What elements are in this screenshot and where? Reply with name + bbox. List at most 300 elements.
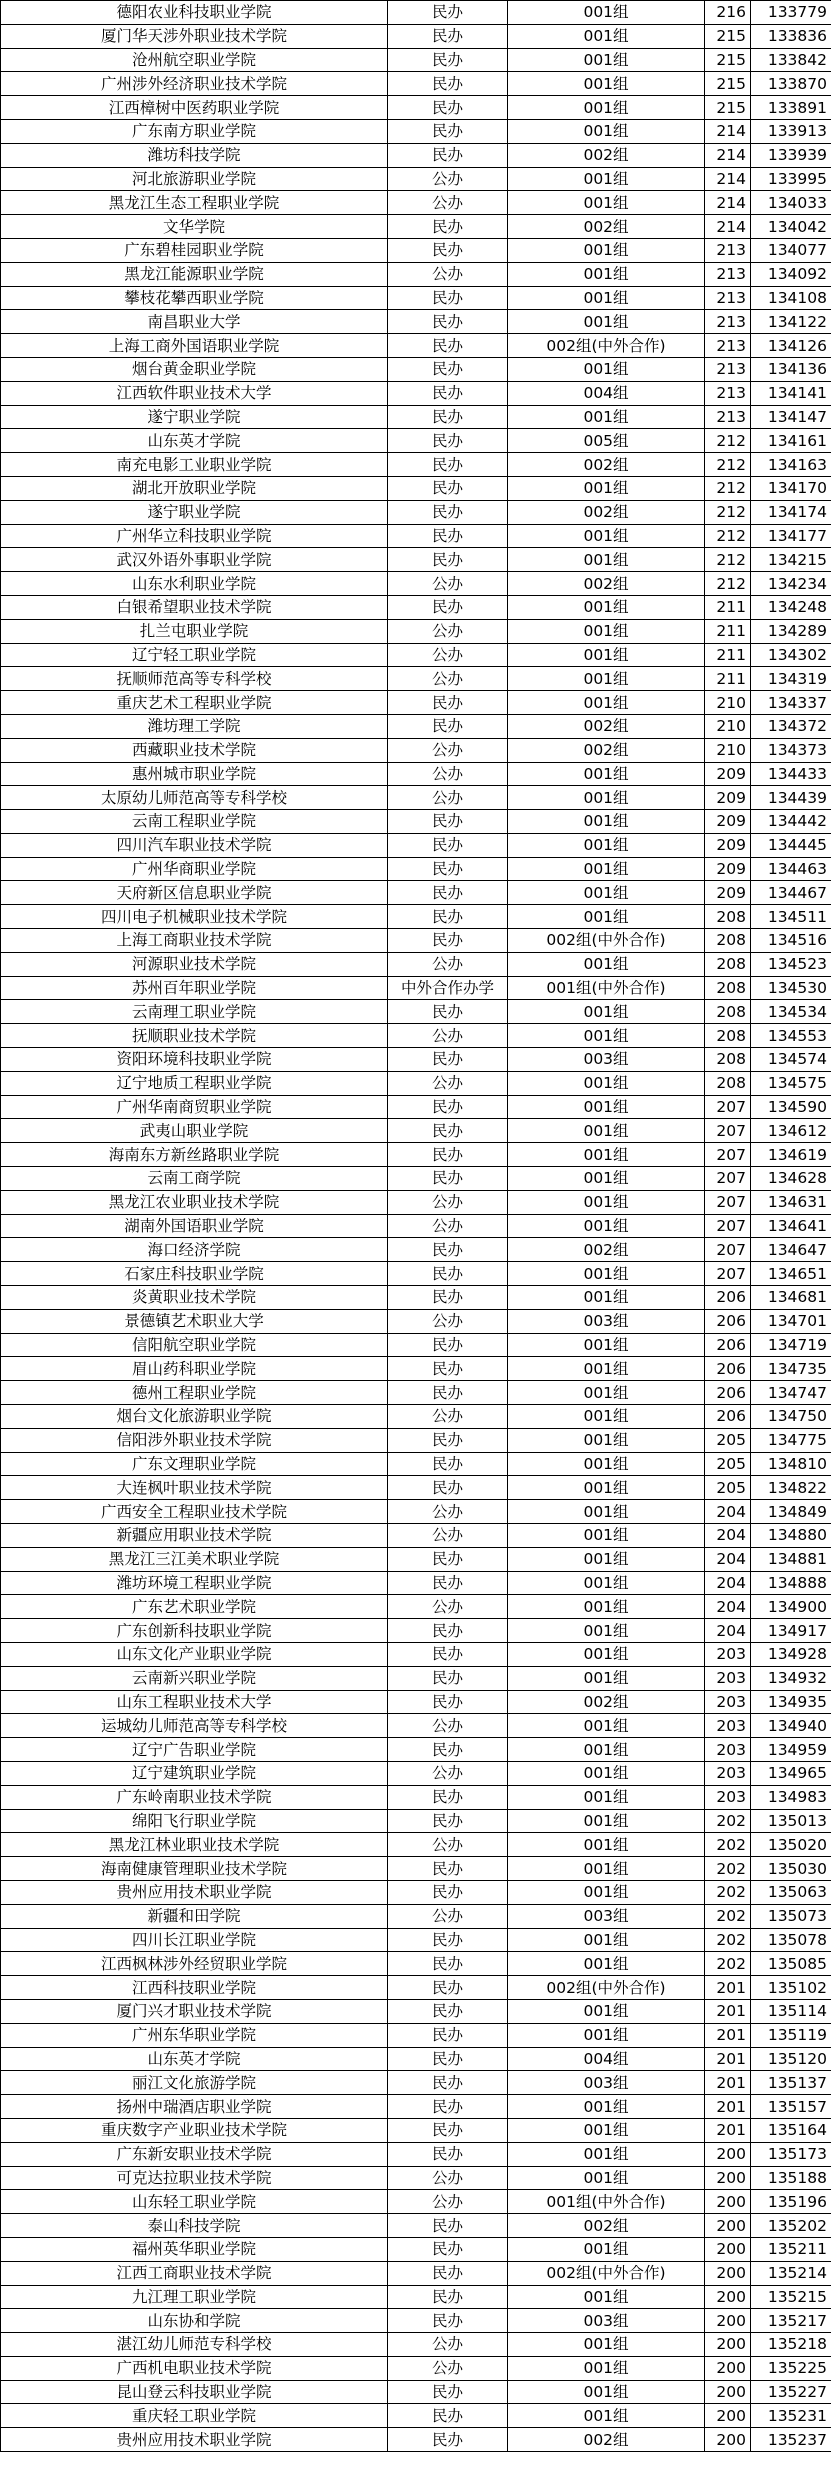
table-row [1, 310, 831, 334]
school-name-cell: 大连枫叶职业技术学院 [1, 1476, 388, 1500]
school-type-cell: 民办 [388, 1976, 508, 2000]
score-cell: 209 [705, 762, 751, 786]
table-row [1, 1880, 831, 1904]
school-name-cell: 贵州应用技术职业学院 [1, 2428, 388, 2452]
school-type-cell: 民办 [388, 1000, 508, 1024]
table-row [1, 1833, 831, 1857]
table-row [1, 1904, 831, 1928]
school-type-cell: 民办 [388, 2142, 508, 2166]
school-type-cell: 公办 [388, 1761, 508, 1785]
score-cell: 201 [705, 1976, 751, 2000]
table-row [1, 1214, 831, 1238]
school-name-cell: 炎黄职业技术学院 [1, 1286, 388, 1310]
rank-cell: 135218 [751, 2333, 831, 2357]
score-cell: 200 [705, 2237, 751, 2261]
rank-cell: 134983 [751, 1785, 831, 1809]
score-cell: 213 [705, 286, 751, 310]
school-name-cell: 新疆应用职业技术学院 [1, 1524, 388, 1548]
major-group-cell: 004组 [508, 381, 705, 405]
score-cell: 214 [705, 191, 751, 215]
major-group-cell: 002组 [508, 2214, 705, 2238]
major-group-cell: 001组 [508, 1952, 705, 1976]
major-group-cell: 001组 [508, 1500, 705, 1524]
score-cell: 213 [705, 405, 751, 429]
rank-cell: 134319 [751, 667, 831, 691]
school-type-cell: 民办 [388, 1999, 508, 2023]
school-name-cell: 白银希望职业技术学院 [1, 595, 388, 619]
school-type-cell: 公办 [388, 1405, 508, 1429]
school-name-cell: 海南东方新丝路职业学院 [1, 1143, 388, 1167]
school-name-cell: 景德镇艺术职业大学 [1, 1309, 388, 1333]
school-name-cell: 云南工商学院 [1, 1167, 388, 1191]
rank-cell: 134161 [751, 429, 831, 453]
major-group-cell: 001组 [508, 1333, 705, 1357]
major-group-cell: 001组 [508, 1880, 705, 1904]
score-cell: 206 [705, 1333, 751, 1357]
table-row [1, 2356, 831, 2380]
rank-cell: 134530 [751, 976, 831, 1000]
rank-cell: 134373 [751, 738, 831, 762]
school-type-cell: 民办 [388, 405, 508, 429]
table-row [1, 691, 831, 715]
table-row [1, 1119, 831, 1143]
major-group-cell: 001组 [508, 1262, 705, 1286]
major-group-cell: 001组 [508, 1738, 705, 1762]
major-group-cell: 001组 [508, 905, 705, 929]
table-row [1, 1024, 831, 1048]
major-group-cell: 001组 [508, 48, 705, 72]
table-row [1, 2190, 831, 2214]
table-row [1, 857, 831, 881]
school-name-cell: 广东新安职业技术学院 [1, 2142, 388, 2166]
table-row [1, 2095, 831, 2119]
school-name-cell: 湛江幼儿师范专科学校 [1, 2333, 388, 2357]
school-name-cell: 德州工程职业学院 [1, 1381, 388, 1405]
rank-cell: 134511 [751, 905, 831, 929]
rank-cell: 134917 [751, 1619, 831, 1643]
school-type-cell: 公办 [388, 167, 508, 191]
major-group-cell: 001组 [508, 524, 705, 548]
school-name-cell: 海南健康管理职业技术学院 [1, 1857, 388, 1881]
school-name-cell: 山东水利职业学院 [1, 572, 388, 596]
school-name-cell: 黑龙江农业职业技术学院 [1, 1190, 388, 1214]
rank-cell: 134719 [751, 1333, 831, 1357]
score-cell: 209 [705, 810, 751, 834]
rank-cell: 134553 [751, 1024, 831, 1048]
major-group-cell: 002组(中外合作) [508, 2261, 705, 2285]
score-cell: 207 [705, 1238, 751, 1262]
school-type-cell: 民办 [388, 1619, 508, 1643]
major-group-cell: 001组 [508, 1405, 705, 1429]
school-name-cell: 云南新兴职业学院 [1, 1666, 388, 1690]
school-name-cell: 广东文理职业学院 [1, 1452, 388, 1476]
score-cell: 200 [705, 2404, 751, 2428]
major-group-cell: 001组 [508, 1833, 705, 1857]
major-group-cell: 005组 [508, 429, 705, 453]
rank-cell: 134647 [751, 1238, 831, 1262]
rank-cell: 134126 [751, 334, 831, 358]
major-group-cell: 001组 [508, 1024, 705, 1048]
school-name-cell: 河北旅游职业学院 [1, 167, 388, 191]
major-group-cell: 001组 [508, 1547, 705, 1571]
score-cell: 207 [705, 1143, 751, 1167]
score-cell: 208 [705, 905, 751, 929]
school-name-cell: 南昌职业大学 [1, 310, 388, 334]
score-cell: 202 [705, 1857, 751, 1881]
score-cell: 201 [705, 2118, 751, 2142]
rank-cell: 134928 [751, 1642, 831, 1666]
school-type-cell: 公办 [388, 2333, 508, 2357]
school-name-cell: 山东协和学院 [1, 2309, 388, 2333]
table-row [1, 2261, 831, 2285]
score-cell: 200 [705, 2190, 751, 2214]
rank-cell: 135188 [751, 2166, 831, 2190]
rank-cell: 134775 [751, 1428, 831, 1452]
rank-cell: 134959 [751, 1738, 831, 1762]
score-cell: 207 [705, 1167, 751, 1191]
rank-cell: 135013 [751, 1809, 831, 1833]
table-row [1, 1095, 831, 1119]
school-type-cell: 公办 [388, 2166, 508, 2190]
score-cell: 214 [705, 167, 751, 191]
table-row [1, 2071, 831, 2095]
major-group-cell: 001组 [508, 1571, 705, 1595]
rank-cell: 134289 [751, 619, 831, 643]
school-type-cell: 民办 [388, 238, 508, 262]
rank-cell: 135214 [751, 2261, 831, 2285]
school-type-cell: 民办 [388, 524, 508, 548]
major-group-cell: 001组 [508, 1595, 705, 1619]
school-type-cell: 民办 [388, 810, 508, 834]
score-cell: 204 [705, 1524, 751, 1548]
school-type-cell: 民办 [388, 2237, 508, 2261]
major-group-cell: 001组 [508, 1476, 705, 1500]
table-row [1, 1785, 831, 1809]
rank-cell: 134612 [751, 1119, 831, 1143]
major-group-cell: 002组 [508, 215, 705, 239]
score-cell: 200 [705, 2214, 751, 2238]
table-row [1, 334, 831, 358]
rank-cell: 135237 [751, 2428, 831, 2452]
school-name-cell: 厦门兴才职业技术学院 [1, 1999, 388, 2023]
school-name-cell: 广东艺术职业学院 [1, 1595, 388, 1619]
major-group-cell: 001组 [508, 357, 705, 381]
rank-cell: 134442 [751, 810, 831, 834]
school-name-cell: 广州东华职业学院 [1, 2023, 388, 2047]
table-row [1, 191, 831, 215]
table-row [1, 2142, 831, 2166]
school-type-cell: 公办 [388, 2356, 508, 2380]
score-cell: 216 [705, 1, 751, 25]
major-group-cell: 001组(中外合作) [508, 976, 705, 1000]
rank-cell: 134881 [751, 1547, 831, 1571]
table-row [1, 2428, 831, 2452]
school-name-cell: 广西安全工程职业技术学院 [1, 1500, 388, 1524]
school-type-cell: 民办 [388, 905, 508, 929]
table-row [1, 643, 831, 667]
school-type-cell: 民办 [388, 2095, 508, 2119]
major-group-cell: 001组(中外合作) [508, 2190, 705, 2214]
school-name-cell: 重庆轻工职业学院 [1, 2404, 388, 2428]
school-type-cell: 民办 [388, 1476, 508, 1500]
school-type-cell: 民办 [388, 1381, 508, 1405]
major-group-cell: 001组 [508, 1666, 705, 1690]
school-type-cell: 民办 [388, 1143, 508, 1167]
score-cell: 202 [705, 1809, 751, 1833]
major-group-cell: 001组 [508, 2166, 705, 2190]
school-type-cell: 民办 [388, 2404, 508, 2428]
table-row [1, 1428, 831, 1452]
major-group-cell: 001组 [508, 691, 705, 715]
score-cell: 208 [705, 952, 751, 976]
school-type-cell: 民办 [388, 1642, 508, 1666]
major-group-cell: 003组 [508, 1904, 705, 1928]
school-type-cell: 民办 [388, 1238, 508, 1262]
table-row [1, 167, 831, 191]
school-type-cell: 公办 [388, 2190, 508, 2214]
rank-cell: 133891 [751, 96, 831, 120]
school-name-cell: 眉山药科职业学院 [1, 1357, 388, 1381]
school-name-cell: 沧州航空职业学院 [1, 48, 388, 72]
score-cell: 208 [705, 1048, 751, 1072]
rank-cell: 134750 [751, 1405, 831, 1429]
score-cell: 200 [705, 2142, 751, 2166]
rank-cell: 134141 [751, 381, 831, 405]
table-row [1, 2214, 831, 2238]
rank-cell: 134935 [751, 1690, 831, 1714]
rank-cell: 134433 [751, 762, 831, 786]
rank-cell: 135102 [751, 1976, 831, 2000]
rank-cell: 135215 [751, 2285, 831, 2309]
score-cell: 212 [705, 429, 751, 453]
school-type-cell: 民办 [388, 857, 508, 881]
school-type-cell: 公办 [388, 262, 508, 286]
score-cell: 214 [705, 215, 751, 239]
score-cell: 203 [705, 1690, 751, 1714]
major-group-cell: 001组 [508, 786, 705, 810]
school-name-cell: 九江理工职业学院 [1, 2285, 388, 2309]
school-name-cell: 潍坊理工学院 [1, 714, 388, 738]
major-group-cell: 004组 [508, 2047, 705, 2071]
table-row [1, 2047, 831, 2071]
table-row [1, 1809, 831, 1833]
major-group-cell: 001组 [508, 833, 705, 857]
score-cell: 200 [705, 2356, 751, 2380]
school-name-cell: 遂宁职业学院 [1, 500, 388, 524]
score-cell: 200 [705, 2309, 751, 2333]
table-row [1, 381, 831, 405]
major-group-cell: 001组 [508, 1167, 705, 1191]
school-name-cell: 山东轻工职业学院 [1, 2190, 388, 2214]
rank-cell: 135078 [751, 1928, 831, 1952]
major-group-cell: 001组 [508, 72, 705, 96]
rank-cell: 133836 [751, 24, 831, 48]
rank-cell: 135137 [751, 2071, 831, 2095]
school-type-cell: 民办 [388, 1428, 508, 1452]
school-type-cell: 公办 [388, 1500, 508, 1524]
table-row [1, 929, 831, 953]
score-cell: 213 [705, 310, 751, 334]
rank-cell: 134122 [751, 310, 831, 334]
rank-cell: 134177 [751, 524, 831, 548]
table-row [1, 762, 831, 786]
school-type-cell: 民办 [388, 2309, 508, 2333]
school-name-cell: 辽宁轻工职业学院 [1, 643, 388, 667]
major-group-cell: 001组 [508, 2118, 705, 2142]
table-row [1, 2166, 831, 2190]
school-type-cell: 民办 [388, 1571, 508, 1595]
school-type-cell: 公办 [388, 619, 508, 643]
table-row [1, 2404, 831, 2428]
school-type-cell: 公办 [388, 738, 508, 762]
school-type-cell: 公办 [388, 1833, 508, 1857]
school-name-cell: 海口经济学院 [1, 1238, 388, 1262]
school-type-cell: 民办 [388, 1690, 508, 1714]
table-row [1, 2023, 831, 2047]
major-group-cell: 001组 [508, 1524, 705, 1548]
score-cell: 206 [705, 1309, 751, 1333]
school-name-cell: 贵州应用技术职业学院 [1, 1880, 388, 1904]
school-type-cell: 民办 [388, 2380, 508, 2404]
school-name-cell: 四川汽车职业技术学院 [1, 833, 388, 857]
school-type-cell: 公办 [388, 1190, 508, 1214]
major-group-cell: 001组 [508, 1071, 705, 1095]
table-row [1, 786, 831, 810]
major-group-cell: 001组 [508, 476, 705, 500]
table-row [1, 500, 831, 524]
score-cell: 203 [705, 1738, 751, 1762]
major-group-cell: 003组 [508, 1048, 705, 1072]
rank-cell: 134234 [751, 572, 831, 596]
major-group-cell: 001组 [508, 1642, 705, 1666]
school-name-cell: 云南工程职业学院 [1, 810, 388, 834]
score-cell: 202 [705, 1880, 751, 1904]
major-group-cell: 001组 [508, 2333, 705, 2357]
school-type-cell: 民办 [388, 1286, 508, 1310]
rank-cell: 134849 [751, 1500, 831, 1524]
score-cell: 201 [705, 2047, 751, 2071]
rank-cell: 133842 [751, 48, 831, 72]
table-row [1, 1071, 831, 1095]
score-cell: 205 [705, 1452, 751, 1476]
rank-cell: 133995 [751, 167, 831, 191]
school-type-cell: 公办 [388, 762, 508, 786]
school-type-cell: 公办 [388, 1024, 508, 1048]
score-cell: 211 [705, 595, 751, 619]
rank-cell: 134467 [751, 881, 831, 905]
school-type-cell: 民办 [388, 2071, 508, 2095]
table-row [1, 119, 831, 143]
score-cell: 208 [705, 929, 751, 953]
school-name-cell: 新疆和田学院 [1, 1904, 388, 1928]
score-cell: 213 [705, 381, 751, 405]
rank-cell: 134215 [751, 548, 831, 572]
table-row [1, 619, 831, 643]
score-cell: 209 [705, 881, 751, 905]
rank-cell: 134302 [751, 643, 831, 667]
major-group-cell: 001组 [508, 1619, 705, 1643]
school-type-cell: 民办 [388, 1452, 508, 1476]
table-row [1, 72, 831, 96]
major-group-cell: 001组 [508, 619, 705, 643]
school-type-cell: 民办 [388, 881, 508, 905]
major-group-cell: 001组 [508, 548, 705, 572]
score-cell: 203 [705, 1761, 751, 1785]
rank-cell: 134170 [751, 476, 831, 500]
table-row [1, 1476, 831, 1500]
score-cell: 205 [705, 1476, 751, 1500]
score-cell: 207 [705, 1262, 751, 1286]
school-name-cell: 江西樟树中医药职业学院 [1, 96, 388, 120]
score-cell: 200 [705, 2333, 751, 2357]
school-type-cell: 民办 [388, 1095, 508, 1119]
rank-cell: 135227 [751, 2380, 831, 2404]
school-name-cell: 泰山科技学院 [1, 2214, 388, 2238]
rank-cell: 135120 [751, 2047, 831, 2071]
school-name-cell: 山东英才学院 [1, 429, 388, 453]
school-name-cell: 武夷山职业学院 [1, 1119, 388, 1143]
school-name-cell: 江西枫林涉外经贸职业学院 [1, 1952, 388, 1976]
major-group-cell: 002组 [508, 1690, 705, 1714]
major-group-cell: 001组 [508, 1190, 705, 1214]
major-group-cell: 001组 [508, 119, 705, 143]
rank-cell: 134651 [751, 1262, 831, 1286]
school-name-cell: 惠州城市职业学院 [1, 762, 388, 786]
school-type-cell: 民办 [388, 1738, 508, 1762]
major-group-cell: 001组 [508, 1214, 705, 1238]
table-row [1, 976, 831, 1000]
score-cell: 207 [705, 1214, 751, 1238]
rank-cell: 134965 [751, 1761, 831, 1785]
school-name-cell: 辽宁建筑职业学院 [1, 1761, 388, 1785]
school-type-cell: 公办 [388, 1071, 508, 1095]
rank-cell: 133779 [751, 1, 831, 25]
table-row [1, 595, 831, 619]
rank-cell: 135173 [751, 2142, 831, 2166]
major-group-cell: 001组 [508, 857, 705, 881]
school-type-cell: 公办 [388, 1214, 508, 1238]
table-row [1, 2237, 831, 2261]
school-type-cell: 民办 [388, 96, 508, 120]
school-name-cell: 黑龙江林业职业技术学院 [1, 1833, 388, 1857]
rank-cell: 133939 [751, 143, 831, 167]
score-cell: 215 [705, 96, 751, 120]
rank-cell: 134372 [751, 714, 831, 738]
school-name-cell: 山东文化产业职业学院 [1, 1642, 388, 1666]
table-row [1, 1048, 831, 1072]
school-type-cell: 民办 [388, 1952, 508, 1976]
school-name-cell: 广东碧桂园职业学院 [1, 238, 388, 262]
rank-cell: 135119 [751, 2023, 831, 2047]
rank-cell: 134439 [751, 786, 831, 810]
major-group-cell: 001组 [508, 238, 705, 262]
school-type-cell: 民办 [388, 453, 508, 477]
score-cell: 212 [705, 453, 751, 477]
score-cell: 211 [705, 619, 751, 643]
major-group-cell: 001组 [508, 1785, 705, 1809]
rank-cell: 134701 [751, 1309, 831, 1333]
table-row [1, 2285, 831, 2309]
major-group-cell: 001组 [508, 1761, 705, 1785]
major-group-cell: 001组 [508, 2356, 705, 2380]
score-cell: 202 [705, 1952, 751, 1976]
table-row [1, 524, 831, 548]
score-cell: 201 [705, 2095, 751, 2119]
score-cell: 212 [705, 476, 751, 500]
school-type-cell: 公办 [388, 191, 508, 215]
score-cell: 212 [705, 572, 751, 596]
score-cell: 200 [705, 2285, 751, 2309]
